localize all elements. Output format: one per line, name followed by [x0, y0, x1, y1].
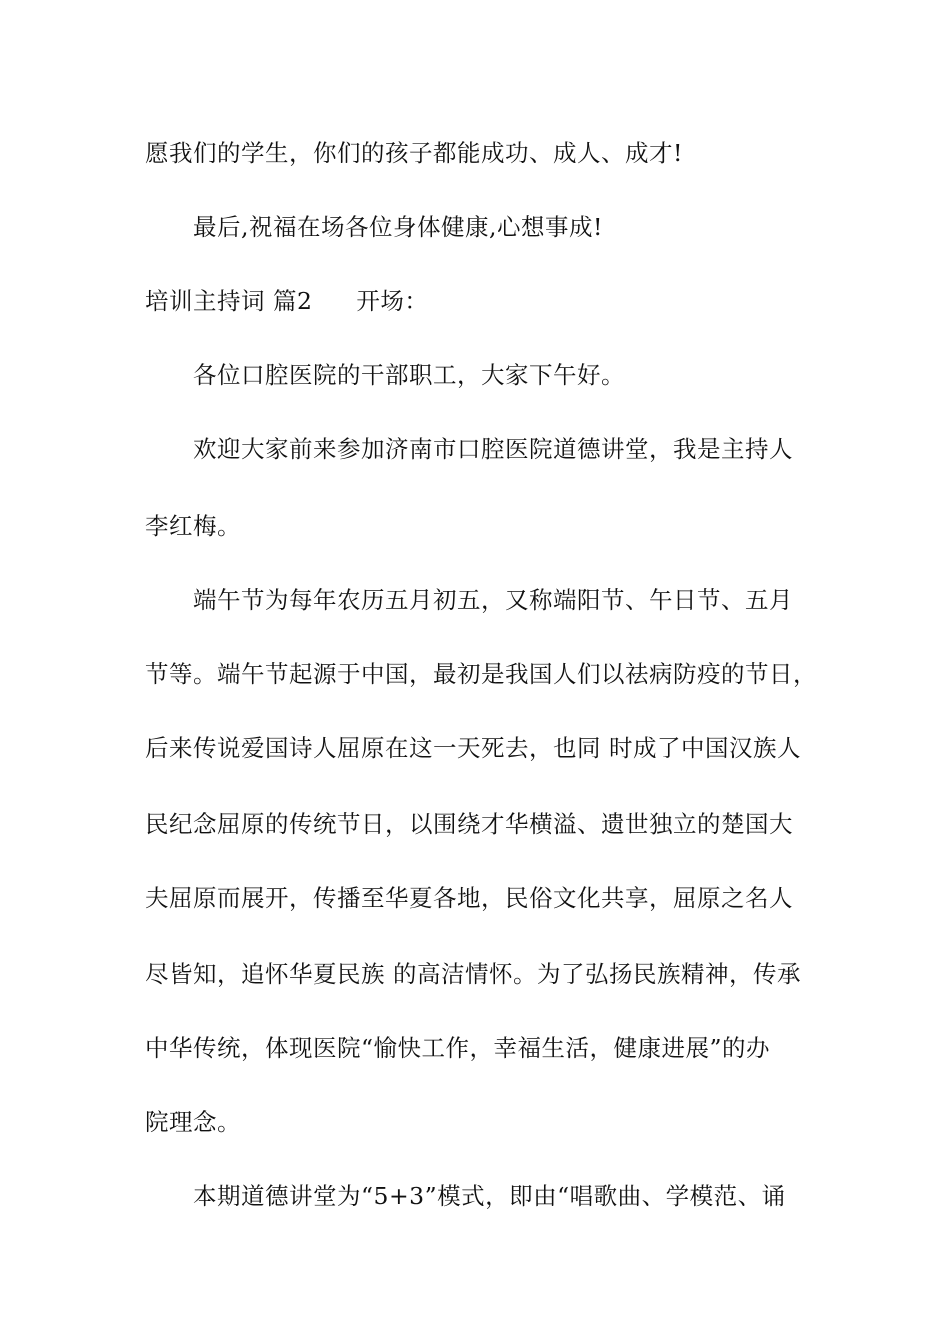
text-line: 愿我们的学生，你们的孩子都能成功、成人、成才!: [145, 139, 683, 167]
text-line: 本期道德讲堂为“5+3”模式，即由“唱歌曲、学模范、诵: [193, 1182, 786, 1210]
text-line: 最后,祝福在场各位身体健康,心想事成!: [193, 213, 603, 241]
text-line: 夫屈原而展开，传播至华夏各地，民俗文化共享，屈原之名人: [145, 884, 793, 912]
text-line: 李红梅。: [145, 512, 241, 540]
text-line: 后来传说爱国诗人屈原在这一天死去，也同 时成了中国汉族人: [145, 734, 801, 762]
heading-subtitle: 开场：: [356, 287, 429, 315]
text-line: 民纪念屈原的传统节日，以围绕才华横溢、遗世独立的楚国大: [145, 810, 793, 838]
text-line: 各位口腔医院的干部职工，大家下午好。: [193, 361, 625, 389]
section-heading: [145, 285, 825, 317]
heading-title: 培训主持词 篇2: [145, 287, 313, 315]
text-line: 尽皆知，追怀华夏民族 的高洁情怀。为了弘扬民族精神，传承: [145, 960, 801, 988]
text-line: 节等。端午节起源于中国，最初是我国人们以祛病防疫的节日，: [145, 660, 817, 688]
text-line: 端午节为每年农历五月初五，又称端阳节、午日节、五月: [193, 586, 793, 614]
text-line: 中华传统，体现医院“愉快工作，幸福生活，健康进展”的办: [145, 1034, 771, 1062]
text-line: 院理念。: [145, 1108, 241, 1136]
text-line: 欢迎大家前来参加济南市口腔医院道德讲堂，我是主持人: [193, 435, 793, 463]
